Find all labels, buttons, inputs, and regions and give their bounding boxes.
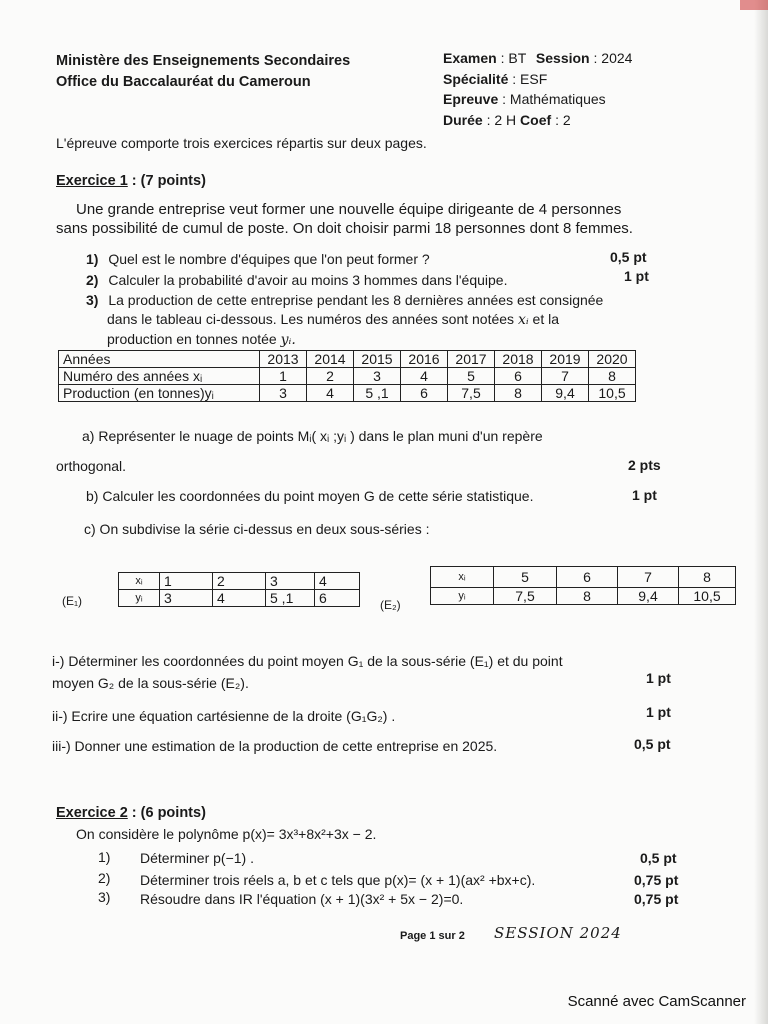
e2-x-cell: 8 [679,567,736,588]
e1-y-cell: 5 ,1 [266,590,315,607]
ex1-qa-line2: orthogonal. [56,458,127,474]
ex1-qb: b) Calculer les coordonnées du point moyen G de cette série statistique. [86,488,534,504]
e1-label: (E₁) [62,594,83,608]
office-name: Office du Baccalauréat du Cameroun [56,74,311,90]
x-cell: 3 [354,368,401,385]
x-cell: 6 [495,368,542,385]
y-cell: 5 ,1 [354,385,401,402]
page-number: Page 1 sur 2 [400,930,465,942]
epreuve-line [443,91,606,107]
x-cell: 2 [307,368,354,385]
ex1-q1-points: 0,5 pt [610,249,647,265]
ex2-q3-number: 3) [98,889,111,905]
e2-label: (E₂) [380,598,401,612]
ex1-q3-line1: La production de cette entreprise pendant les 8 dernières années est consignée [108,292,604,308]
exercise1-intro-line2: sans possibilité de cumul de poste. On doit choisir parmi 18 personnes dont 8 femmes. [56,220,633,237]
ex1-qiii-points: 0,5 pt [634,736,671,752]
ex1-q3-line2-text: dans le tableau ci-dessous. Les numéros des années sont notées [107,311,515,327]
e2-y-label: yᵢ [431,588,494,605]
year-cell: 2017 [448,351,495,368]
y-cell: 8 [495,385,542,402]
ex1-q3-var-x: xᵢ [517,312,529,328]
ex1-qb-points: 1 pt [632,487,657,503]
ex1-q3-line3-text: production en tonnes notée [107,331,277,347]
exercise2-points: : (6 points) [131,805,206,821]
ex2-q3-text: Résoudre dans IR l'équation (x + 1)(3x² + 5x − 2)=0. [140,891,464,907]
e1-x-cell: 4 [315,573,360,590]
e1-y-cell: 4 [213,590,266,607]
e1-x-cell: 2 [213,573,266,590]
epreuve-value: : Mathématiques [502,91,606,107]
corner-mark [740,0,768,10]
year-cell: 2018 [495,351,542,368]
e2-y-cell: 8 [557,588,618,605]
ex2-q1-text: Déterminer p(−1) . [140,850,254,866]
year-cell: 2016 [401,351,448,368]
ex2-q2-points: 0,75 pt [634,872,679,888]
exercise2-title [56,805,206,821]
coef-label: Coef [520,112,552,128]
row-label-y: Production (en tonnes)yᵢ [59,385,260,402]
x-cell: 7 [542,368,589,385]
table-row [119,573,360,590]
scan-edge-shadow [754,0,768,1024]
y-cell: 6 [401,385,448,402]
y-cell: 4 [307,385,354,402]
table-row [119,590,360,607]
y-cell: 9,4 [542,385,589,402]
ex1-q2-points: 1 pt [624,268,649,284]
ex1-qii-points: 1 pt [646,704,671,720]
row-label-x: Numéro des années xᵢ [59,368,260,385]
table-row [431,588,736,605]
e1-x-label: xᵢ [119,573,160,590]
year-cell: 2019 [542,351,589,368]
e2-x-cell: 5 [494,567,557,588]
e1-x-cell: 3 [266,573,315,590]
epreuve-label: Epreuve [443,91,499,107]
session-label: Session [535,50,590,66]
exercise2-label: Exercice 2 [56,805,128,821]
e2-y-cell: 9,4 [618,588,679,605]
e2-y-cell: 7,5 [494,588,557,605]
ex1-qc: c) On subdivise la série ci-dessus en deux sous-séries : [84,521,430,537]
x-cell: 5 [448,368,495,385]
ex1-qa-line1: a) Représenter le nuage de points Mᵢ( xᵢ ;yᵢ ) dans le plan muni d'un repère [82,428,543,444]
e1-y-label: yᵢ [119,590,160,607]
ex1-qi-points: 1 pt [646,670,671,686]
x-cell: 8 [589,368,636,385]
ex1-qii: ii-) Ecrire une équation cartésienne de la droite (G₁G₂) . [52,708,396,724]
table-row [59,351,636,368]
ex1-q2-number: 2) [86,272,99,288]
ex1-q2-text: Calculer la probabilité d'avoir au moins 3 hommes dans l'équipe. [108,272,508,288]
ex1-q3-line3 [107,331,296,348]
coef-value: : 2 [555,112,571,128]
e2-y-cell: 10,5 [679,588,736,605]
exercise1-intro-line1: Une grande entreprise veut former une nouvelle équipe dirigeante de 4 personnes [76,201,622,218]
year-cell: 2015 [354,351,401,368]
ex1-q3-var-y: yᵢ. [280,332,296,348]
camscanner-watermark: Scanné avec CamScanner [567,993,746,1010]
ex1-qi-line2: moyen G₂ de la sous-série (E₂). [52,675,249,691]
table-row [59,368,636,385]
speciality-line [443,71,547,87]
exam-label: Examen [443,50,497,66]
y-cell: 3 [260,385,307,402]
ex1-question3 [86,292,603,308]
ex1-question1 [86,251,430,267]
ex2-q1-number: 1) [98,849,111,865]
e1-y-cell: 6 [315,590,360,607]
exercise1-title [56,173,206,189]
ex1-q3-number: 3) [86,292,99,308]
table-row [59,385,636,402]
handwritten-session: SESSION 2024 [494,924,622,942]
e1-y-cell: 3 [160,590,213,607]
e1-x-cell: 1 [160,573,213,590]
ex1-q1-text: Quel est le nombre d'équipes que l'on peut former ? [108,251,430,267]
ministry-name: Ministère des Enseignements Secondaires [56,53,351,69]
year-cell: 2013 [260,351,307,368]
exam-intro: L'épreuve comporte trois exercices répartis sur deux pages. [56,135,427,151]
ex2-intro: On considère le polynôme p(x)= 3x³+8x²+3x − 2. [76,826,377,842]
ex2-q2-number: 2) [98,870,111,886]
session-value: : 2024 [593,50,633,66]
ex1-question2 [86,272,507,288]
row-label-years: Années [59,351,260,368]
ex1-qa-points: 2 pts [628,457,661,473]
year-cell: 2014 [307,351,354,368]
y-cell: 7,5 [448,385,495,402]
e2-x-cell: 6 [557,567,618,588]
ex2-q1-points: 0,5 pt [640,850,677,866]
speciality-label: Spécialité [443,71,509,87]
exam-value: : BT [500,50,527,66]
year-cell: 2020 [589,351,636,368]
e1-table [118,572,360,607]
ex1-q3-line2-end: et la [532,311,560,327]
y-cell: 10,5 [589,385,636,402]
duree-label: Durée [443,112,483,128]
e2-table [430,566,736,605]
ex1-q1-number: 1) [86,251,99,267]
ex2-q3-points: 0,75 pt [634,891,679,907]
ex1-qiii: iii-) Donner une estimation de la production de cette entreprise en 2025. [52,738,498,754]
ex1-qi-line1: i-) Déterminer les coordonnées du point moyen G₁ de la sous-série (E₁) et du point [52,653,563,669]
x-cell: 1 [260,368,307,385]
exam-line [443,50,632,66]
exercise1-label: Exercice 1 [56,173,128,189]
duree-line [443,112,571,128]
duree-value: : 2 H [486,112,517,128]
x-cell: 4 [401,368,448,385]
production-table [58,350,636,402]
e2-x-label: xᵢ [431,567,494,588]
table-row [431,567,736,588]
e2-x-cell: 7 [618,567,679,588]
ex2-q2-text: Déterminer trois réels a, b et c tels que p(x)= (x + 1)(ax² +bx+c). [140,872,536,888]
exercise1-points: : (7 points) [131,173,206,189]
ex1-q3-line2 [107,311,559,328]
speciality-value: : ESF [512,71,548,87]
